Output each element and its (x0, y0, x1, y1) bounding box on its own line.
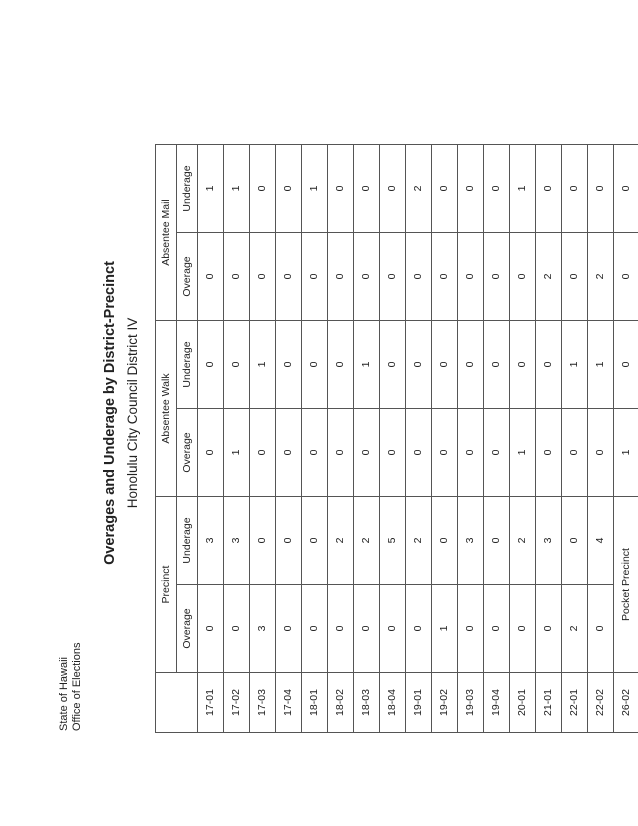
table-row-pocket-precinct (614, 145, 638, 733)
count-cell: 0 (380, 233, 406, 321)
count-cell: 1 (224, 409, 250, 497)
precinct-id-cell: 22-02 (588, 673, 614, 733)
count-cell: 0 (276, 409, 302, 497)
count-cell: 0 (276, 233, 302, 321)
count-cell: 0 (328, 233, 354, 321)
count-cell: 1 (510, 409, 536, 497)
col-header-walk-overage: Overage (177, 409, 198, 497)
col-header-precinct-underage: Underage (177, 497, 198, 585)
precinct-id-cell: 17-03 (250, 673, 276, 733)
table-row (484, 145, 510, 733)
count-cell: 0 (198, 409, 224, 497)
count-cell: 0 (562, 145, 588, 233)
precinct-id-cell: 21-01 (536, 673, 562, 733)
table-row (432, 145, 458, 733)
count-cell: 0 (224, 233, 250, 321)
count-cell: 0 (380, 585, 406, 673)
count-cell: 0 (224, 321, 250, 409)
count-cell: 0 (380, 409, 406, 497)
col-header-mail-underage: Underage (177, 145, 198, 233)
precinct-id-cell: 19-02 (432, 673, 458, 733)
count-cell: 1 (562, 321, 588, 409)
table-row (536, 145, 562, 733)
count-cell: 3 (198, 497, 224, 585)
count-cell: 0 (614, 321, 638, 409)
precinct-id-cell: 22-01 (562, 673, 588, 733)
count-cell: 0 (458, 409, 484, 497)
count-cell: 0 (354, 409, 380, 497)
count-cell: 3 (536, 497, 562, 585)
count-cell: 0 (432, 233, 458, 321)
report-subtitle: Honolulu City Council District IV (125, 317, 140, 509)
count-cell: 0 (302, 409, 328, 497)
count-cell: 2 (536, 233, 562, 321)
count-cell: 0 (562, 497, 588, 585)
precinct-id-cell: 18-01 (302, 673, 328, 733)
count-cell: 0 (484, 145, 510, 233)
count-cell: 2 (354, 497, 380, 585)
group-header-precinct: Precinct (156, 497, 177, 673)
count-cell: 0 (250, 233, 276, 321)
table-row (562, 145, 588, 733)
count-cell: 0 (510, 233, 536, 321)
count-cell: 1 (302, 145, 328, 233)
count-cell: 1 (432, 585, 458, 673)
count-cell: 0 (484, 585, 510, 673)
count-cell: 1 (198, 145, 224, 233)
count-cell: 3 (250, 585, 276, 673)
table-row (250, 145, 276, 733)
count-cell: 0 (458, 145, 484, 233)
count-cell: 0 (588, 145, 614, 233)
count-cell: 0 (510, 585, 536, 673)
table-row (198, 145, 224, 733)
table-row (510, 145, 536, 733)
pocket-precinct-label: Pocket Precinct (614, 497, 638, 673)
count-cell: 0 (406, 233, 432, 321)
precinct-id-cell: 19-01 (406, 673, 432, 733)
precinct-id-cell: 17-01 (198, 673, 224, 733)
group-header-absentee-mail: Absentee Mail (156, 145, 177, 321)
count-cell: 0 (588, 585, 614, 673)
count-cell: 0 (588, 409, 614, 497)
count-cell: 0 (302, 233, 328, 321)
precinct-id-cell: 19-04 (484, 673, 510, 733)
group-header-absentee-walk: Absentee Walk (156, 321, 177, 497)
count-cell: 2 (406, 497, 432, 585)
count-cell: 0 (562, 409, 588, 497)
precinct-header-blank (156, 673, 198, 733)
overage-underage-table (155, 144, 638, 733)
precinct-id-cell: 17-04 (276, 673, 302, 733)
precinct-id-cell: 18-04 (380, 673, 406, 733)
count-cell: 2 (510, 497, 536, 585)
count-cell: 0 (484, 321, 510, 409)
count-cell: 0 (406, 585, 432, 673)
count-cell: 0 (276, 145, 302, 233)
count-cell: 2 (406, 145, 432, 233)
table-row (458, 145, 484, 733)
count-cell: 3 (224, 497, 250, 585)
count-cell: 0 (484, 497, 510, 585)
count-cell: 0 (302, 321, 328, 409)
count-cell: 0 (458, 233, 484, 321)
col-header-precinct-overage: Overage (177, 585, 198, 673)
count-cell: 1 (354, 321, 380, 409)
count-cell: 0 (328, 585, 354, 673)
count-cell: 0 (302, 497, 328, 585)
precinct-id-cell: 18-03 (354, 673, 380, 733)
count-cell: 0 (354, 145, 380, 233)
count-cell: 4 (588, 497, 614, 585)
table-row (588, 145, 614, 733)
count-cell: 0 (354, 585, 380, 673)
count-cell: 3 (458, 497, 484, 585)
count-cell: 0 (328, 321, 354, 409)
count-cell: 0 (198, 321, 224, 409)
issuing-office (58, 643, 84, 731)
table-row (354, 145, 380, 733)
count-cell: 0 (250, 145, 276, 233)
count-cell: 0 (458, 585, 484, 673)
count-cell: 0 (328, 409, 354, 497)
count-cell: 0 (250, 497, 276, 585)
count-cell: 2 (562, 585, 588, 673)
count-cell: 0 (614, 145, 638, 233)
count-cell: 0 (198, 585, 224, 673)
count-cell: 0 (536, 585, 562, 673)
count-cell: 0 (484, 233, 510, 321)
count-cell: 2 (328, 497, 354, 585)
table-row (224, 145, 250, 733)
count-cell: 0 (250, 409, 276, 497)
count-cell: 0 (406, 409, 432, 497)
count-cell: 0 (432, 497, 458, 585)
count-cell: 0 (536, 409, 562, 497)
precinct-id-cell: 17-02 (224, 673, 250, 733)
count-cell: 0 (354, 233, 380, 321)
count-cell: 0 (276, 497, 302, 585)
count-cell: 0 (432, 145, 458, 233)
count-cell: 1 (510, 145, 536, 233)
count-cell: 0 (276, 321, 302, 409)
table-row (276, 145, 302, 733)
table-row (380, 145, 406, 733)
org-office: Office of Elections (71, 642, 83, 731)
precinct-id-cell: 19-03 (458, 673, 484, 733)
org-state: State of Hawaii (58, 657, 70, 731)
count-cell: 0 (432, 409, 458, 497)
col-header-walk-underage: Underage (177, 321, 198, 409)
count-cell: 0 (276, 585, 302, 673)
table-row (302, 145, 328, 733)
table-row (406, 145, 432, 733)
count-cell: 1 (224, 145, 250, 233)
count-cell: 0 (458, 321, 484, 409)
count-cell: 0 (536, 145, 562, 233)
col-header-mail-overage: Overage (177, 233, 198, 321)
count-cell: 1 (614, 409, 638, 497)
count-cell: 0 (536, 321, 562, 409)
count-cell: 0 (302, 585, 328, 673)
count-cell: 1 (588, 321, 614, 409)
table-row (328, 145, 354, 733)
report-title: Overages and Underage by District-Precinct (102, 261, 118, 565)
count-cell: 0 (328, 145, 354, 233)
count-cell: 0 (198, 233, 224, 321)
count-cell: 0 (614, 233, 638, 321)
count-cell: 0 (406, 321, 432, 409)
precinct-id-cell: 20-01 (510, 673, 536, 733)
count-cell: 0 (562, 233, 588, 321)
table-body (198, 145, 638, 733)
count-cell: 0 (380, 321, 406, 409)
count-cell: 2 (588, 233, 614, 321)
count-cell: 0 (510, 321, 536, 409)
count-cell: 0 (380, 145, 406, 233)
precinct-id-cell: 26-02 (614, 673, 638, 733)
count-cell: 1 (250, 321, 276, 409)
count-cell: 0 (432, 321, 458, 409)
count-cell: 0 (484, 409, 510, 497)
count-cell: 5 (380, 497, 406, 585)
count-cell: 0 (224, 585, 250, 673)
precinct-id-cell: 18-02 (328, 673, 354, 733)
